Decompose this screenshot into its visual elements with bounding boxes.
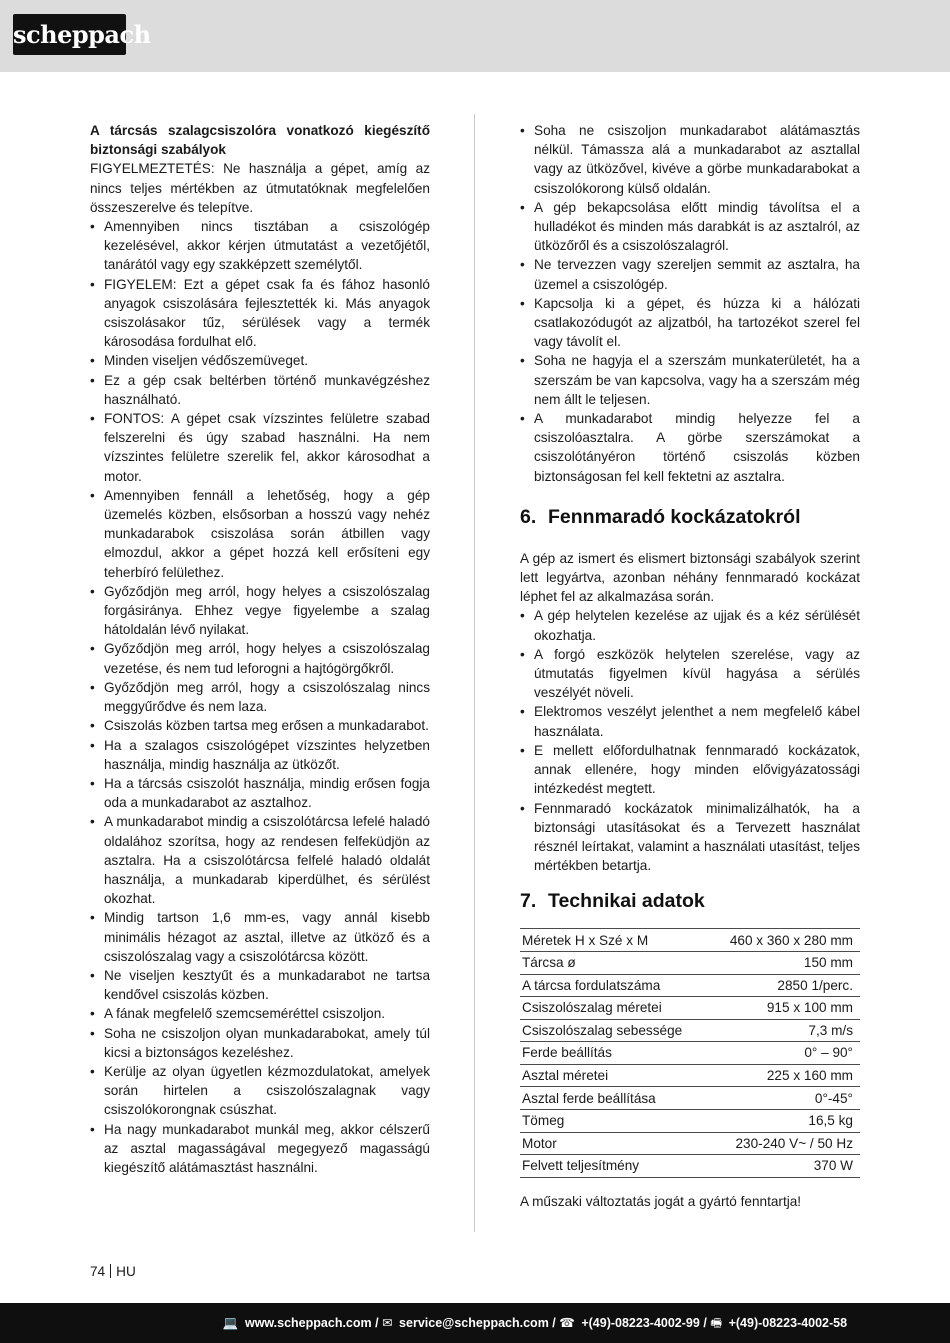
list-item — [90, 812, 430, 908]
bullet-icon: • — [90, 814, 95, 830]
bullet-icon: • — [520, 199, 525, 215]
bullet-icon: • — [520, 257, 525, 273]
list-item — [520, 294, 860, 352]
warning-paragraph: FIGYELMEZTETÉS: Ne használja a gépet, amíg az nincs teljes mértékben az útmutatóknak megfelelően összeszerelve és telepítve. — [90, 161, 430, 215]
list-item-text: Soha ne csiszoljon olyan munkadarabokat, amely túl kicsi a biztonságos kezeléshez. — [104, 1025, 430, 1060]
list-item — [520, 409, 860, 486]
list-item — [520, 645, 860, 703]
list-item — [90, 1024, 430, 1062]
list-item-text: A munkadarabot mindig helyezze fel a csiszolóasztalra. A görbe szerszámokat a csiszolótányéron történő csiszolás közben biztonságosan fel kell fektetni az asztalra. — [534, 411, 860, 484]
spec-label: Csiszolószalag méretei — [520, 997, 711, 1020]
telephone-icon: ☎ — [559, 1316, 575, 1330]
envelope-icon: ✉ — [382, 1316, 393, 1330]
safety-rules-heading: A tárcsás szalagcsiszolóra vonatkozó kiegészítő biztonsági szabályok — [90, 123, 430, 158]
spec-label: Tömeg — [520, 1110, 711, 1133]
bullet-icon: • — [90, 583, 95, 599]
bullet-icon: • — [90, 737, 95, 753]
spec-label: A tárcsa fordulatszáma — [520, 974, 711, 997]
spec-value: 2850 1/perc. — [711, 974, 860, 997]
list-item-text: Győződjön meg arról, hogy a csiszolószalag nincs meggyűrődve és nem laza. — [104, 679, 430, 715]
list-item — [90, 486, 430, 582]
list-item-text: A fának megfelelő szemcseméréttel csiszoljon. — [104, 1006, 386, 1022]
spec-value: 460 x 360 x 280 mm — [711, 929, 860, 952]
computer-icon: 💻 — [222, 1316, 239, 1330]
list-item — [90, 351, 430, 370]
list-item — [520, 255, 860, 293]
section-number: 7. — [520, 890, 537, 913]
list-item — [90, 1062, 430, 1120]
table-row — [520, 1087, 860, 1110]
list-item — [90, 1120, 430, 1178]
list-item — [520, 799, 860, 876]
footer-email[interactable]: service@scheppach.com — [399, 1316, 549, 1330]
list-item-text: E mellett előfordulhatnak fennmaradó kockázatok, annak ellenére, hogy minden elővigyázatossági intézkedést megtett. — [534, 742, 860, 797]
fax-icon: 🖷 — [710, 1316, 723, 1330]
list-item-text: Ha nagy munkadarabot munkál meg, akkor célszerű az asztal magasságával megegyező magasságú kiegészítő alátámasztást használni. — [104, 1121, 430, 1175]
residual-risk-list — [520, 606, 860, 875]
list-item-text: FONTOS: A gépet csak vízszintes felületre szabad felszerelni és úgy szabad használni. Ha nem vízszintes felületre szerelik fel, akkor károsodhat a motor. — [104, 411, 430, 484]
footer-phone: +(49)-08223-4002-99 — [581, 1316, 700, 1330]
bullet-icon: • — [90, 718, 95, 734]
list-item-text: A forgó eszközök helytelen szerelése, vagy az útmutatás figyelmen kívül hagyása a sérülés veszélyét növeli. — [534, 646, 860, 701]
spec-label: Ferde beállítás — [520, 1042, 711, 1065]
list-item-text: A munkadarabot mindig a csiszolótárcsa lefelé haladó oldalához szorítsa, hogy az rendesen felfeküdjön az asztalra. Ha a csiszolótárcsa felfelé haladó oldalát használja, a munkadarab kiperdülhet, és sérülést okozhat. — [104, 814, 430, 907]
spec-label: Méretek H x Szé x M — [520, 929, 711, 952]
list-item — [520, 121, 860, 198]
footer-bar — [0, 1303, 950, 1343]
list-item — [520, 702, 860, 740]
bullet-icon: • — [520, 123, 525, 138]
bullet-icon: • — [520, 646, 525, 662]
spec-label: Motor — [520, 1132, 711, 1155]
spec-label: Asztal ferde beállítása — [520, 1087, 711, 1110]
table-row — [520, 1019, 860, 1042]
section-7-heading — [520, 889, 860, 913]
list-item-text: Soha ne csiszoljon munkadarabot alátámasztás nélkül. Támassza alá a munkadarabot az asztallal vagy az ütközővel, kivéve a görbe munkadarabokat a csiszolókorong külső oldalán. — [534, 123, 860, 196]
bullet-icon: • — [90, 411, 95, 427]
page-language: HU — [116, 1264, 136, 1279]
table-row — [520, 1132, 860, 1155]
bullet-icon: • — [90, 1006, 95, 1022]
spec-value: 0°-45° — [711, 1087, 860, 1110]
list-item — [90, 678, 430, 716]
spec-value: 230-240 V~ / 50 Hz — [711, 1132, 860, 1155]
bullet-icon: • — [520, 608, 525, 624]
list-item — [520, 741, 860, 799]
list-item-text: Ha a tárcsás csiszolót használja, mindig erősen fogja oda a munkadarabot az asztalhoz. — [104, 775, 430, 811]
list-item — [520, 198, 860, 256]
spec-value: 150 mm — [711, 951, 860, 974]
list-item-text: A gép bekapcsolása előtt mindig távolítsa el a hulladékot és minden más darabkát is az asztalról, az ütközőről és a csiszolószalagról. — [534, 199, 860, 254]
footer-separator: / — [375, 1316, 379, 1330]
list-item — [90, 371, 430, 409]
list-item-text: Elektromos veszélyt jelenthet a nem megfelelő kábel használata. — [534, 704, 860, 739]
technical-change-note: A műszaki változtatás jogát a gyártó fenntartja! — [520, 1193, 802, 1209]
spec-value: 225 x 160 mm — [711, 1064, 860, 1087]
list-item-text: Ha a szalagos csiszológépet vízszintes helyzetben használja, mindig használja az ütközőt. — [104, 737, 430, 772]
list-item — [90, 217, 430, 275]
bullet-icon: • — [90, 1063, 95, 1079]
bullet-icon: • — [90, 641, 95, 657]
bullet-icon: • — [520, 800, 525, 816]
list-item-text: Ne viseljen kesztyűt és a munkadarabot ne tartsa kendővel csiszolás közben. — [104, 967, 430, 1003]
list-item-text: Minden viseljen védőszemüveget. — [104, 353, 309, 369]
list-item-text: Ez a gép csak beltérben történő munkavégzéshez használható. — [104, 372, 430, 407]
bullet-icon: • — [90, 775, 95, 791]
list-item-text: Győződjön meg arról, hogy helyes a csiszolószalag forgásiránya. Ehhez vegye figyelembe a szalag hátoldalán lévő nyilakat. — [104, 583, 430, 638]
spec-value: 915 x 100 mm — [711, 997, 860, 1020]
footer-fax: +(49)-08223-4002-58 — [728, 1316, 848, 1330]
page-number-value: 74 — [90, 1264, 106, 1279]
list-item-text: Ne tervezzen vagy szereljen semmit az asztalra, ha üzemel a csiszológép. — [534, 257, 860, 292]
spec-value: 0° – 90° — [711, 1042, 860, 1065]
list-item — [90, 774, 430, 812]
footer-separator: / — [552, 1316, 556, 1330]
list-item — [520, 606, 860, 644]
list-item — [90, 275, 430, 352]
list-item — [90, 409, 430, 486]
list-item-text: Amennyiben fennáll a lehetőség, hogy a gép üzemelés közben, elsősorban a hosszú vagy nehéz munkadarabok csiszolása során átbillen vagy elmozdul, akkor a gépet hozzá kell erősíteni egy teherbíró felülethez. — [104, 487, 430, 580]
residual-risk-intro: A gép az ismert és elismert biztonsági szabályok szerint lett legyártva, azonban néhány fennmaradó kockázat léphet fel az alkalmazása során. — [520, 550, 860, 605]
list-item — [520, 351, 860, 409]
list-item-text: FIGYELEM: Ezt a gépet csak fa és fához hasonló anyagok csiszolására fejlesztették ki. Más anyagok csiszolásakor tűz, sérülések vagy a termék károsodása fordulhat elő. — [104, 276, 430, 350]
list-item — [90, 582, 430, 640]
bullet-icon: • — [90, 372, 95, 388]
spec-label: Tárcsa ø — [520, 951, 711, 974]
page-number — [90, 1264, 136, 1279]
list-item-text: Csiszolás közben tartsa meg erősen a munkadarabot. — [104, 718, 429, 734]
list-item — [90, 966, 430, 1004]
list-item-text: Kapcsolja ki a gépet, és húzza ki a hálózati csatlakozódugót az aljzatból, ha tartozékot szerel fel vagy távolít el. — [534, 295, 860, 350]
list-item-text: Fennmaradó kockázatok minimalizálhatók, ha a biztonsági utasításokat és a Tervezett használat résznél leírtakat, valamint a használati utasítást, teljes mértékben betartja. — [534, 800, 860, 874]
table-row — [520, 1042, 860, 1065]
spec-value: 16,5 kg — [711, 1110, 860, 1133]
list-item-text: Kerülje az olyan ügyetlen kézmozdulatokat, amelyek során hirtelen a csiszolószalagnak vagy csiszolókorongnak csúszhat. — [104, 1063, 430, 1118]
bullet-icon: • — [520, 353, 525, 369]
safety-rules-list-continued — [520, 121, 860, 486]
scheppach-logo: scheppach — [13, 14, 126, 55]
safety-rules-list — [90, 217, 430, 1177]
spec-label: Csiszolószalag sebessége — [520, 1019, 711, 1042]
list-item-text: Soha ne hagyja el a szerszám munkaterületét, ha a szerszám be van kapcsolva, vagy ha a szerszám még nem állt le teljesen. — [534, 353, 860, 407]
bullet-icon: • — [520, 704, 525, 720]
list-item-text: Amennyiben nincs tisztában a csiszológép kezelésével, akkor kérjen útmutatást a vezetőjétől, tanárától vagy egy szakképzett személytől. — [104, 219, 430, 273]
header-bar — [0, 0, 950, 72]
spec-value: 7,3 m/s — [711, 1019, 860, 1042]
list-item-text: Mindig tartson 1,6 mm-es, vagy annál kisebb minimális hézagot az asztal, illetve az ütköző és a csiszolószalag vagy a csiszolótárcsa között. — [104, 910, 430, 964]
section-title: Fennmaradó kockázatokról — [548, 505, 801, 528]
bullet-icon: • — [90, 910, 95, 926]
section-6-heading — [520, 505, 860, 529]
list-item — [90, 1004, 430, 1023]
list-item — [90, 716, 430, 735]
bullet-icon: • — [90, 353, 95, 369]
table-row — [520, 929, 860, 952]
technical-data-table — [520, 928, 860, 1178]
bullet-icon: • — [520, 742, 525, 758]
section-number: 6. — [520, 505, 537, 528]
list-item — [90, 908, 430, 966]
footer-website[interactable]: www.scheppach.com — [244, 1316, 372, 1330]
bullet-icon: • — [90, 1025, 95, 1041]
spec-value: 370 W — [711, 1155, 860, 1178]
list-item-text: Győződjön meg arról, hogy helyes a csiszolószalag vezetése, és nem tud leforogni a hajtógörgőkről. — [104, 641, 430, 676]
bullet-icon: • — [90, 679, 95, 695]
table-row — [520, 1110, 860, 1133]
bullet-icon: • — [90, 1121, 95, 1137]
table-row — [520, 997, 860, 1020]
bullet-icon: • — [90, 219, 95, 235]
bullet-icon: • — [90, 967, 95, 983]
table-row — [520, 1155, 860, 1178]
table-row — [520, 951, 860, 974]
footer-separator: / — [703, 1316, 707, 1330]
spec-label: Felvett teljesítmény — [520, 1155, 711, 1178]
table-row — [520, 1064, 860, 1087]
section-title: Technikai adatok — [548, 890, 705, 913]
bullet-icon: • — [520, 295, 525, 311]
list-item-text: A gép helytelen kezelése az ujjak és a kéz sérülését okozhatja. — [534, 608, 860, 643]
bullet-icon: • — [90, 276, 95, 292]
spec-label: Asztal méretei — [520, 1064, 711, 1087]
bullet-icon: • — [520, 411, 525, 427]
right-column — [520, 121, 860, 1211]
page-number-divider — [110, 1264, 111, 1278]
bullet-icon: • — [90, 487, 95, 503]
column-divider — [474, 114, 475, 1232]
list-item — [90, 639, 430, 677]
table-row — [520, 974, 860, 997]
list-item — [90, 736, 430, 774]
left-column — [90, 121, 430, 1177]
